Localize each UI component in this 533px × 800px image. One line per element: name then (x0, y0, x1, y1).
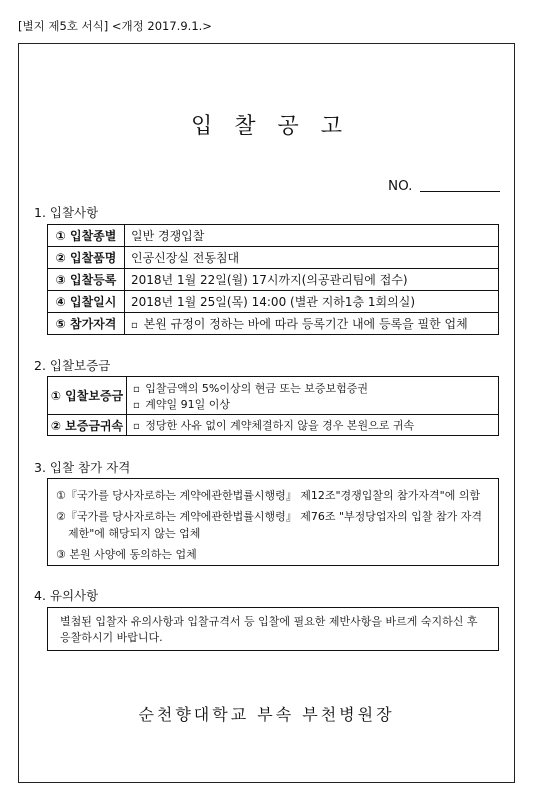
qualifications-box (47, 478, 499, 566)
table-row (48, 313, 499, 335)
notice-line: 응찰하시기 바랍니다. (60, 631, 163, 644)
document-number (388, 178, 500, 194)
table-row (48, 269, 499, 291)
document-number-blank (420, 191, 500, 192)
notice-box (47, 607, 499, 651)
list-item: ②『국가를 당사자로하는 계약에관한법률시행령』 제76조 "부정당업자의 입찰 참가 자격 (56, 510, 483, 523)
list-item: ③ 본원 사양에 동의하는 업체 (56, 548, 197, 561)
table-row (48, 291, 499, 313)
deposit-value-line: 입찰금액의 5%이상의 현금 또는 보증보험증권 (145, 381, 368, 395)
document-number-label: NO. (388, 178, 413, 194)
deposit-value-line: 계약일 91일 이상 (145, 397, 231, 411)
deposit-value-line: 정당한 사유 없이 계약체결하지 않을 경우 본원으로 귀속 (145, 419, 415, 432)
form-header-note: [별지 제5호 서식] <개정 2017.9.1.> (18, 19, 212, 33)
bid-item-label: ④ 입찰일시 (48, 291, 125, 313)
deposit-table (47, 376, 499, 436)
bid-item-label: ③ 입찰등록 (48, 269, 125, 291)
deposit-value-cell (127, 415, 499, 436)
section-heading-bid-items: 1. 입찰사항 (34, 205, 99, 220)
bid-item-value: 2018년 1월 22일(월) 17시까지(의공관리팀에 접수) (125, 269, 499, 291)
table-row (48, 225, 499, 247)
notice-line: 별첨된 입찰자 유의사항과 입찰규격서 등 입찰에 필요한 제반사항을 바르게 숙지하신 후 (60, 615, 478, 628)
bullet-square-icon: ▫ (131, 320, 138, 331)
deposit-label: ① 입찰보증금 (48, 377, 127, 415)
section-heading-notice: 4. 유의사항 (34, 588, 99, 603)
issuer-signature: 순천향대학교 부속 부천병원장 (138, 705, 395, 724)
page-title: 입찰공고 (190, 114, 364, 139)
bid-item-value: 2018년 1월 25일(목) 14:00 (별관 지하1층 1회의실) (125, 291, 499, 313)
bid-item-label: ① 입찰종별 (48, 225, 125, 247)
bullet-square-icon: ▫ (133, 399, 140, 411)
bid-item-label: ② 입찰품명 (48, 247, 125, 269)
bid-item-value: 본원 규정이 정하는 바에 따라 등록기간 내에 등록을 필한 업체 (143, 317, 468, 331)
bullet-square-icon: ▫ (133, 421, 140, 432)
deposit-value-cell (127, 377, 499, 415)
list-item-continuation: 제한"에 해당되지 않는 업체 (68, 527, 201, 540)
bid-item-label: ⑤ 참가자격 (48, 313, 125, 335)
table-row (48, 377, 499, 415)
table-row (48, 415, 499, 436)
bid-item-value-cell (125, 313, 499, 335)
bid-item-value: 인공신장실 전동침대 (125, 247, 499, 269)
section-heading-deposit: 2. 입찰보증금 (34, 358, 111, 373)
section-heading-qualifications: 3. 입찰 참가 자격 (34, 460, 131, 475)
bid-items-table (47, 224, 499, 335)
deposit-label: ② 보증금귀속 (48, 415, 127, 436)
bid-item-value: 일반 경쟁입찰 (125, 225, 499, 247)
table-row (48, 247, 499, 269)
list-item: ①『국가를 당사자로하는 계약에관한법률시행령』 제12조"경쟁입찰의 참가자격"에 의함 (56, 489, 481, 502)
bullet-square-icon: ▫ (133, 383, 140, 395)
